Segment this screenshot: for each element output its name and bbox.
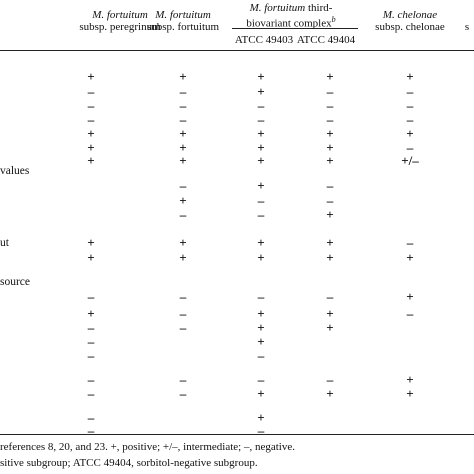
table-cell: + — [406, 372, 414, 387]
footnote-marker: b — [331, 15, 336, 24]
table-cell: – — [406, 306, 414, 321]
table-cell: – — [87, 84, 95, 99]
table-cell: + — [257, 410, 265, 425]
table-cell: – — [326, 178, 334, 193]
table-cell: + — [326, 306, 334, 321]
table-cell: + — [257, 69, 265, 84]
table-cell: – — [179, 84, 187, 99]
table-cell: + — [179, 140, 187, 155]
table-cell: + — [326, 250, 334, 265]
table-cell: – — [179, 207, 187, 222]
table-cell: + — [179, 193, 187, 208]
table-cell: + — [326, 320, 334, 335]
row-label-ut: ut — [0, 237, 9, 249]
subspecies-name: subsp. fortuitum — [146, 21, 220, 33]
table-cell: + — [326, 69, 334, 84]
table-cell: – — [257, 289, 265, 304]
table-cell: + — [179, 250, 187, 265]
header-suffix: third- — [305, 2, 333, 14]
table-cell: + — [257, 153, 265, 168]
table-cell: – — [87, 98, 95, 113]
table-cell: – — [257, 193, 265, 208]
table-cell: + — [406, 250, 414, 265]
table-cell: – — [87, 112, 95, 127]
table-cell: + — [257, 84, 265, 99]
column-header-cut: s — [464, 21, 470, 33]
table-cell: + — [87, 306, 95, 321]
table-cell: – — [179, 372, 187, 387]
table-cell: – — [326, 84, 334, 99]
table-cell: + — [87, 235, 95, 250]
table-cell: – — [257, 423, 265, 438]
table-cell: + — [326, 153, 334, 168]
column-header-chelonae — [362, 9, 458, 33]
table-cell: – — [87, 386, 95, 401]
footnote-1: references 8, 20, and 23. +, positive; +/–, intermediate; –, negative. — [0, 441, 295, 453]
table-cell: + — [257, 250, 265, 265]
table-cell: – — [257, 348, 265, 363]
table-cell: – — [326, 112, 334, 127]
table-cell: – — [406, 98, 414, 113]
table-cell: + — [326, 235, 334, 250]
table-cell: – — [179, 306, 187, 321]
table-cell: + — [406, 69, 414, 84]
table-cell: – — [87, 372, 95, 387]
table-cell: + — [179, 69, 187, 84]
footer-rule — [0, 434, 474, 435]
header-rule — [0, 50, 474, 51]
table-cell: + — [257, 334, 265, 349]
species-name: M. fortuitum — [92, 9, 148, 21]
table-cell: – — [87, 289, 95, 304]
table-cell: – — [406, 140, 414, 155]
table-cell: – — [257, 372, 265, 387]
table-cell: – — [179, 289, 187, 304]
table-cell: – — [326, 193, 334, 208]
table-cell: – — [326, 98, 334, 113]
table-cell: – — [179, 112, 187, 127]
table-cell: + — [179, 126, 187, 141]
table-cell: – — [179, 386, 187, 401]
table-cell: – — [326, 289, 334, 304]
subspecies-name: subsp. peregrinum — [79, 21, 161, 33]
table-cell: – — [87, 423, 95, 438]
table-cell: – — [87, 348, 95, 363]
table-cell: + — [257, 178, 265, 193]
table-cell: – — [179, 320, 187, 335]
table-cell: – — [257, 207, 265, 222]
table-cell: + — [406, 289, 414, 304]
species-name: M. fortuitum — [249, 2, 306, 14]
table-cell: – — [406, 84, 414, 99]
column-header-fortuitum — [128, 9, 238, 33]
table-cell: – — [179, 178, 187, 193]
table-cell: + — [326, 140, 334, 155]
table-cell: + — [326, 386, 334, 401]
table-cell: – — [87, 334, 95, 349]
table-cell: + — [179, 153, 187, 168]
row-label-source: source — [0, 276, 31, 288]
subspecies-name: subsp. chelonae — [375, 21, 445, 33]
table-cell: – — [87, 410, 95, 425]
table-cell: + — [406, 126, 414, 141]
table-cell: + — [87, 126, 95, 141]
table-cell: + — [257, 306, 265, 321]
column-header-atcc-49404: ATCC 49404 — [296, 34, 356, 46]
table-cell: + — [87, 140, 95, 155]
table-cell: + — [257, 126, 265, 141]
table-cell: + — [87, 153, 95, 168]
table-cell: + — [257, 235, 265, 250]
column-header-atcc-49403: ATCC 49403 — [234, 34, 294, 46]
table-cell: + — [87, 69, 95, 84]
table-cell: – — [406, 235, 414, 250]
table-cell: – — [179, 98, 187, 113]
table-cell: – — [87, 320, 95, 335]
complex-name: biovariant complex — [246, 17, 332, 30]
table-cell: + — [257, 320, 265, 335]
table-cell: + — [326, 126, 334, 141]
table-cell: – — [406, 112, 414, 127]
table-cell: + — [326, 207, 334, 222]
table-cell: + — [87, 250, 95, 265]
spanner-rule — [232, 28, 358, 29]
table-cell: + — [257, 140, 265, 155]
table-cell: + — [406, 386, 414, 401]
column-header-third-biovariant — [228, 2, 354, 30]
table-cell: – — [257, 112, 265, 127]
row-label-values: values — [0, 165, 30, 177]
table-cell: + — [179, 235, 187, 250]
table-cell: – — [257, 98, 265, 113]
footnote-2: sitive subgroup; ATCC 49404, sorbitol-negative subgroup. — [0, 457, 258, 469]
table-cell: + — [257, 386, 265, 401]
species-name: M. chelonae — [382, 9, 438, 21]
table-cell: – — [326, 372, 334, 387]
table-cell: +/– — [401, 153, 419, 168]
species-name: M. fortuitum — [155, 9, 211, 21]
